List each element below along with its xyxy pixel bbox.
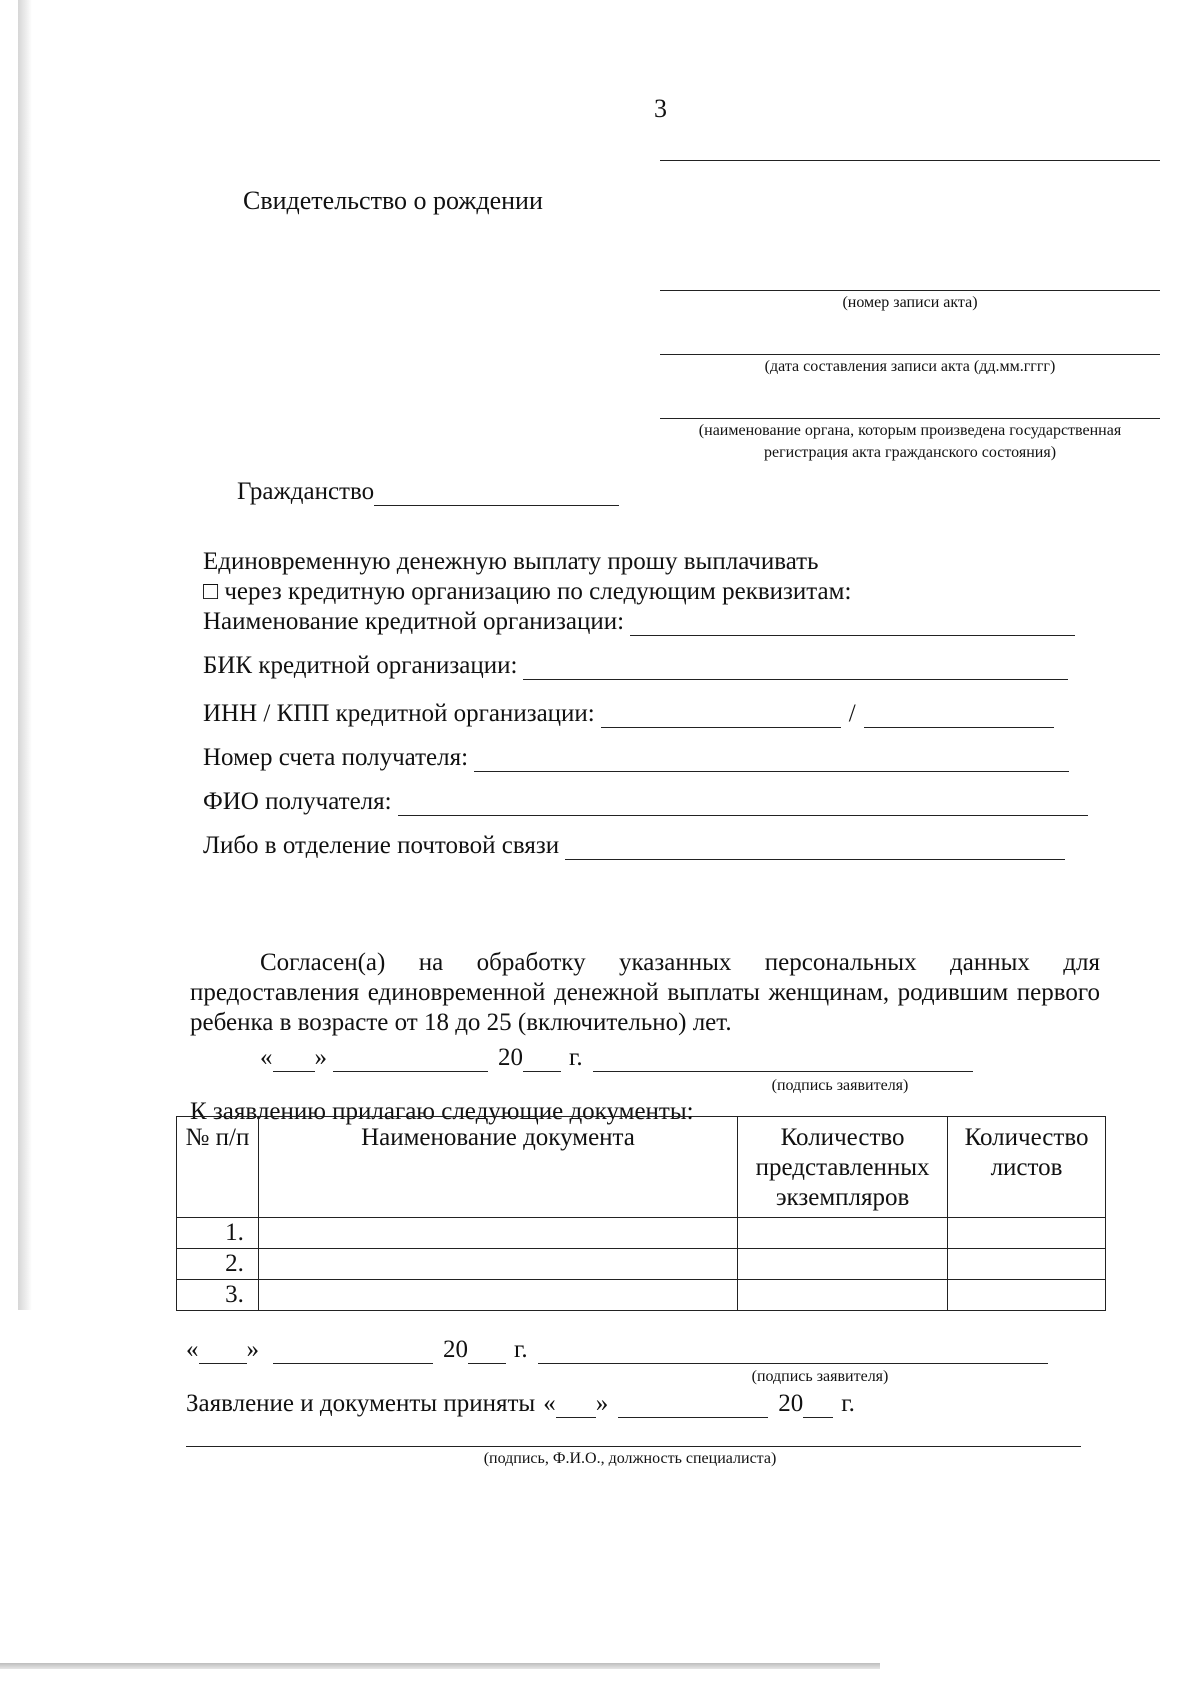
accepted-open-quote: « [543,1390,556,1417]
kpp-field[interactable] [864,705,1054,728]
accepted-year-prefix: 20 [778,1390,804,1417]
row-copies[interactable] [738,1249,948,1280]
application-day-field[interactable] [199,1341,247,1364]
payment-option-bank[interactable]: □ через кредитную организацию по следующим реквизитам: [203,578,852,605]
consent-close-quote: » [314,1044,327,1071]
row-number: 3. [177,1280,259,1311]
bank-name-label: Наименование кредитной организации: [203,608,625,635]
account-field[interactable] [474,749,1069,772]
accepted-day-field[interactable] [556,1395,596,1418]
record-number-caption: (номер записи акта) [842,294,978,311]
table-row [177,1280,1106,1311]
recipient-label: ФИО получателя: [203,788,392,815]
scan-edge-left [18,0,32,1310]
row-number: 2. [177,1249,259,1280]
row-copies[interactable] [738,1280,948,1311]
table-row [177,1249,1106,1280]
consent-year-prefix: 20 [498,1044,523,1071]
row-sheets[interactable] [948,1249,1106,1280]
row-document-name[interactable] [258,1218,737,1249]
post-office-label: Либо в отделение почтовой связи [203,832,560,859]
header-document-name: Наименование документа [258,1117,737,1218]
application-date-row [186,1336,1048,1364]
consent-signature-field[interactable] [593,1049,973,1072]
table-row [177,1218,1106,1249]
row-document-name[interactable] [258,1280,737,1311]
row-copies[interactable] [738,1218,948,1249]
consent-open-quote: « [260,1044,273,1071]
record-date-caption: (дата составления записи акта (дд.мм.гггг) [764,358,1056,375]
birth-certificate-label: Свидетельство о рождении [243,186,543,215]
birth-certificate-top-line[interactable] [660,160,1160,161]
record-number-line[interactable] [660,290,1160,291]
page-number: 3 [654,94,667,123]
inn-kpp-label: ИНН / КПП кредитной организации: [203,700,595,727]
documents-intro: К заявлению прилагаю следующие документы: [190,1098,694,1125]
citizenship-field[interactable] [374,483,619,506]
bik-field[interactable] [523,657,1068,680]
citizenship-row [237,478,619,506]
consent-year-suffix: г. [569,1044,583,1071]
inn-field[interactable] [601,705,841,728]
account-row [203,744,1069,772]
application-year-suffix: г. [514,1336,528,1363]
accepted-year-suffix: г. [841,1390,855,1417]
bik-label: БИК кредитной организации: [203,652,518,679]
consent-signature-caption: (подпись заявителя) [771,1077,909,1094]
row-number: 1. [177,1218,259,1249]
header-number: № п/п [177,1117,259,1218]
application-year-field[interactable] [468,1341,506,1364]
citizenship-label: Гражданство [237,478,375,505]
accepted-month-field[interactable] [618,1395,768,1418]
header-sheets: Количество листов [948,1117,1106,1218]
consent-date-row [260,1044,973,1072]
application-close-quote: » [246,1336,259,1363]
record-date-line[interactable] [660,354,1160,355]
application-open-quote: « [186,1336,199,1363]
accepted-close-quote: » [595,1390,609,1417]
application-month-field[interactable] [273,1341,433,1364]
application-signature-field[interactable] [538,1341,1048,1364]
authority-line[interactable] [660,418,1160,419]
inn-kpp-row [203,700,1054,728]
post-office-field[interactable] [565,837,1065,860]
accepted-year-field[interactable] [803,1395,833,1418]
consent-day-field[interactable] [273,1049,315,1072]
recipient-row [203,788,1088,816]
consent-text: Согласен(а) на обработку указанных персональных данных для предоставления единовременной денежной выплаты женщинам, родившим первого ребенка в возрасте от 18 до 25 (включительно) лет. [190,949,1100,1036]
bik-row [203,652,1068,680]
application-year-prefix: 20 [443,1336,468,1363]
inn-kpp-separator: / [848,700,856,727]
consent-month-field[interactable] [333,1049,488,1072]
row-document-name[interactable] [258,1249,737,1280]
accepted-row [186,1390,855,1418]
bank-name-row [203,608,1075,636]
row-sheets[interactable] [948,1280,1106,1311]
consent-year-field[interactable] [523,1049,561,1072]
recipient-field[interactable] [398,793,1088,816]
specialist-caption: (подпись, Ф.И.О., должность специалиста) [483,1450,777,1467]
documents-table-header [177,1117,1106,1218]
documents-table [176,1116,1106,1311]
payment-heading: Единовременную денежную выплату прошу выплачивать [203,548,819,575]
accepted-label: Заявление и документы приняты [186,1390,536,1417]
authority-caption: (наименование органа, которым произведена государственная регистрация акта гражданского состояния) [698,422,1122,461]
bank-name-field[interactable] [630,613,1075,636]
header-copies: Количество представленных экземпляров [738,1117,948,1218]
account-label: Номер счета получателя: [203,744,469,771]
row-sheets[interactable] [948,1218,1106,1249]
scan-edge-bottom [0,1663,880,1669]
post-office-row [203,832,1065,860]
application-signature-caption: (подпись заявителя) [751,1368,889,1385]
specialist-signature-line[interactable] [186,1446,1081,1447]
